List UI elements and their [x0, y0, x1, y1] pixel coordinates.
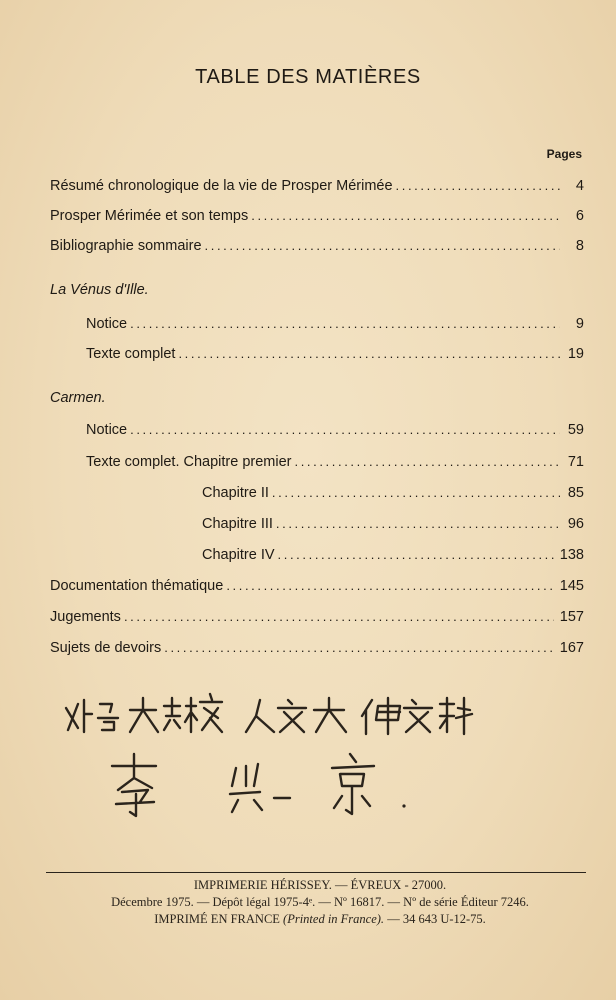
dot-leader [124, 606, 554, 628]
colophon-line-legal: Décembre 1975. — Dépôt légal 1975-4ᵉ. — Nº 16817. — Nº de série Éditeur 7246. [111, 895, 529, 909]
pages-column-label: Pages [546, 147, 582, 161]
toc-page-number: 96 [567, 516, 584, 532]
toc-page-number: 167 [559, 640, 584, 656]
handwriting-drawing [60, 690, 480, 825]
dot-leader [178, 343, 560, 365]
toc-entry-label: Chapitre II [202, 485, 269, 501]
toc-entry-resume [50, 175, 584, 197]
toc-entry-temps [50, 205, 584, 227]
handwritten-inscription [60, 690, 480, 825]
toc-entry-carmen-chapitre-2 [202, 482, 584, 504]
page-title: TABLE DES MATIÈRES [195, 66, 421, 88]
toc-page-number: 4 [575, 178, 584, 194]
toc-entry-carmen-chapitre-3 [202, 513, 584, 535]
dot-leader [295, 451, 561, 473]
toc-page-number: 8 [575, 238, 584, 254]
toc-entry-label: Chapitre III [202, 516, 273, 532]
toc-page-number: 19 [567, 346, 584, 362]
toc-entry-label: Texte complet. Chapitre premier [86, 454, 292, 470]
dot-leader [276, 513, 560, 535]
colophon-line-country [40, 911, 600, 928]
toc-entry-bibliographie [50, 235, 584, 257]
toc-entry-sujets [50, 637, 584, 659]
section-title-carmen: Carmen. [50, 390, 106, 406]
toc-page-number: 138 [559, 547, 584, 563]
dot-leader [164, 637, 554, 659]
toc-page-number: 71 [567, 454, 584, 470]
toc-entry-label: Jugements [50, 609, 121, 625]
toc-page-number: 59 [567, 422, 584, 438]
section-title-venus: La Vénus d'Ille. [50, 282, 149, 298]
dot-leader [272, 482, 560, 504]
footer-rule [46, 872, 586, 873]
toc-entry-jugements [50, 606, 584, 628]
toc-entry-venus-texte [86, 343, 584, 365]
print-reference: — 34 643 U-12-75. [387, 912, 486, 926]
toc-entry-documentation [50, 575, 584, 597]
toc-entry-label: Documentation thématique [50, 578, 224, 594]
toc-entry-label: Notice [86, 422, 128, 438]
dot-leader [226, 575, 553, 597]
toc-page-number: 6 [575, 208, 584, 224]
toc-page-number: 85 [567, 485, 584, 501]
toc-entry-label: Texte complet [86, 346, 176, 362]
toc-entry-label: Bibliographie sommaire [50, 238, 202, 254]
dot-leader [205, 235, 560, 257]
imprime-en-france: IMPRIMÉ EN FRANCE [154, 912, 280, 926]
toc-entry-carmen-chapitre-1 [86, 451, 584, 473]
toc-page-number: 157 [559, 609, 584, 625]
dot-leader [130, 419, 560, 441]
handwriting-line-2 [112, 754, 406, 816]
toc-entry-label: Notice [86, 316, 128, 332]
dot-leader [278, 544, 554, 566]
toc-entry-venus-notice [86, 313, 584, 335]
colophon-line-printer: IMPRIMERIE HÉRISSEY. — ÉVREUX - 27000. [193, 878, 447, 892]
toc-entry-carmen-chapitre-4 [202, 544, 584, 566]
toc-page-number: 145 [559, 578, 584, 594]
toc-entry-carmen-notice [86, 419, 584, 441]
dot-leader [251, 205, 560, 227]
toc-entry-label: Résumé chronologique de la vie de Prosper Mérimée [50, 178, 393, 194]
handwriting-line-1 [66, 694, 472, 734]
dot-leader [396, 175, 560, 197]
toc-entry-label: Prosper Mérimée et son temps [50, 208, 249, 224]
printer-colophon [40, 877, 600, 928]
toc-page-number: 9 [575, 316, 584, 332]
toc-entry-label: Chapitre IV [202, 547, 275, 563]
printed-in-france: (Printed in France). [283, 912, 385, 926]
dot-leader [130, 313, 560, 335]
toc-entry-label: Sujets de devoirs [50, 640, 162, 656]
